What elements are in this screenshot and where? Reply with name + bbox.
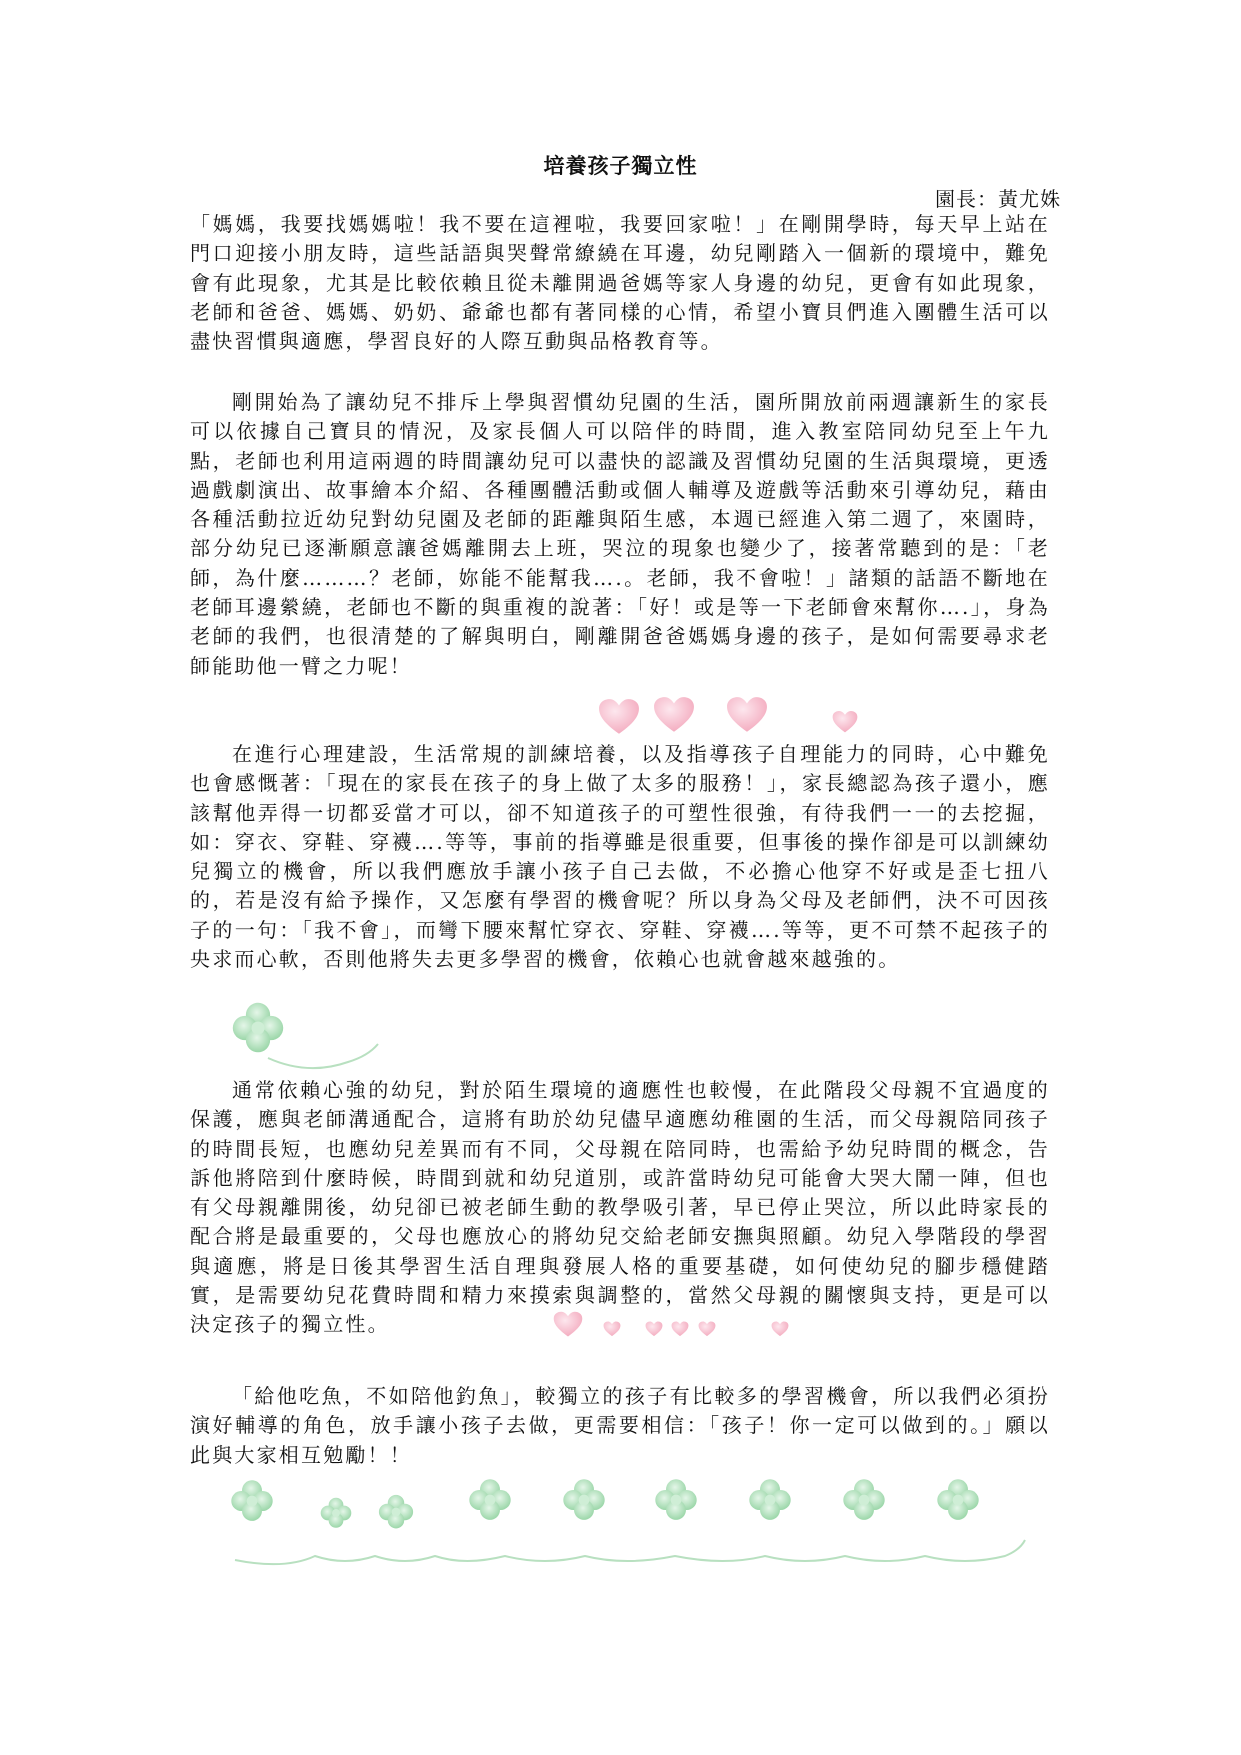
heart-row-decoration-2 [553, 1311, 793, 1345]
paragraph-1: 「媽媽，我要找媽媽啦！我不要在這裡啦，我要回家啦！」在剛開學時，每天早上站在門口迎接小朋友時，這些話語與哭聲常繚繞在耳邊，幼兒剛踏入一個新的環境中，難免會有此現象，尤其是比較依賴且從未離開過爸媽等家人身邊的幼兒，更會有如此現象，老師和爸爸、媽媽、奶奶、爺爺也都有著同樣的心情，希望小寶貝們進入團體生活可以盡快習慣與適應，學習良好的人際互動與品格教育等。 [190, 212, 1050, 354]
document-title: 培養孩子獨立性 [543, 153, 698, 178]
clover-icon [228, 1000, 388, 1078]
author-line: 園長：黃尤姝 [935, 187, 1061, 211]
paragraph-3: 在進行心理建設，生活常規的訓練培養，以及指導孩子自理能力的同時，心中難免也會感慨著：「現在的家長在孩子的身上做了太多的服務！」，家長總認為孩子還小，應該幫他弄得一切都妥當才可以，卻不知道孩子的可塑性很強，有待我們一一的去挖掘，如：穿衣、穿鞋、穿襪….等等，事前的指導雖是很重要，但事後的操作卻是可以訓練幼兒獨立的機會，所以我們應放手讓小孩子自己去做，不必擔心他穿不好或是歪七扭八的，若是沒有給予操作，又怎麼有學習的機會呢？所以身為父母及老師們，決不可因孩子的一句：「我不會」，而彎下腰來幫忙穿衣、穿鞋、穿襪….等等，更不可禁不起孩子的央求而心軟，否則他將失去更多學習的機會，依賴心也就會越來越強的。 [190, 742, 1050, 972]
clover-decoration [228, 1000, 388, 1082]
paragraph-4: 通常依賴心強的幼兒，對於陌生環境的適應性也較慢，在此階段父母親不宜過度的保護，應與老師溝通配合，這將有助於幼兒儘早適應幼稚園的生活，而父母親陪同孩子的時間長短，也應幼兒差異而有不同，父母親在陪同時，也需給予幼兒時間的概念，告訴他將陪到什麼時候，時間到就和幼兒道別，或許當時幼兒可能會大哭大鬧一陣，但也有父母親離開後，幼兒卻已被老師生動的教學吸引著，早已停止哭泣，所以此時家長的配合將是最重要的，父母也應放心的將幼兒交給老師安撫與照顧。幼兒入學階段的學習與適應，將是日後其學習生活自理與發展人格的重要基礎，如何使幼兒的腳步穩健踏實，是需要幼兒花費時間和精力來摸索與調整的，當然父母親的關懷與支持，更是可以決定孩子的獨立性。 [190, 1078, 1050, 1337]
heart-icon [553, 1311, 793, 1341]
heart-row-decoration [598, 696, 858, 744]
paragraph-5: 「給他吃魚，不如陪他釣魚」，較獨立的孩子有比較多的學習機會，所以我們必須扮演好輔導的角色，放手讓小孩子去做，更需要相信：「孩子！你一定可以做到的。」願以此與大家相互勉勵！！ [190, 1384, 1050, 1467]
clover-icon [225, 1470, 1035, 1570]
clover-row-decoration [225, 1470, 1035, 1574]
paragraph-2: 剛開始為了讓幼兒不排斥上學與習慣幼兒園的生活，園所開放前兩週讓新生的家長可以依據自己寶貝的情況，及家長個人可以陪伴的時間，進入教室陪同幼兒至上午九點，老師也利用這兩週的時間讓幼兒可以盡快的認識及習慣幼兒園的生活與環境，更透過戲劇演出、故事繪本介紹、各種團體活動或個人輔導及遊戲等活動來引導幼兒，藉由各種活動拉近幼兒對幼兒園及老師的距離與陌生感，本週已經進入第二週了，來園時，部分幼兒已逐漸願意讓爸媽離開去上班，哭泣的現象也變少了，接著常聽到的是：「老師，為什麼………？老師，妳能不能幫我….。老師，我不會啦！」諸類的話語不斷地在老師耳邊縈繞，老師也不斷的與重複的說著：「好！或是等一下老師會來幫你….」，身為老師的我們，也很清楚的了解與明白，剛離開爸爸媽媽身邊的孩子，是如何需要尋求老師能助他一臂之力呢！ [190, 390, 1050, 678]
heart-icon [598, 696, 858, 740]
